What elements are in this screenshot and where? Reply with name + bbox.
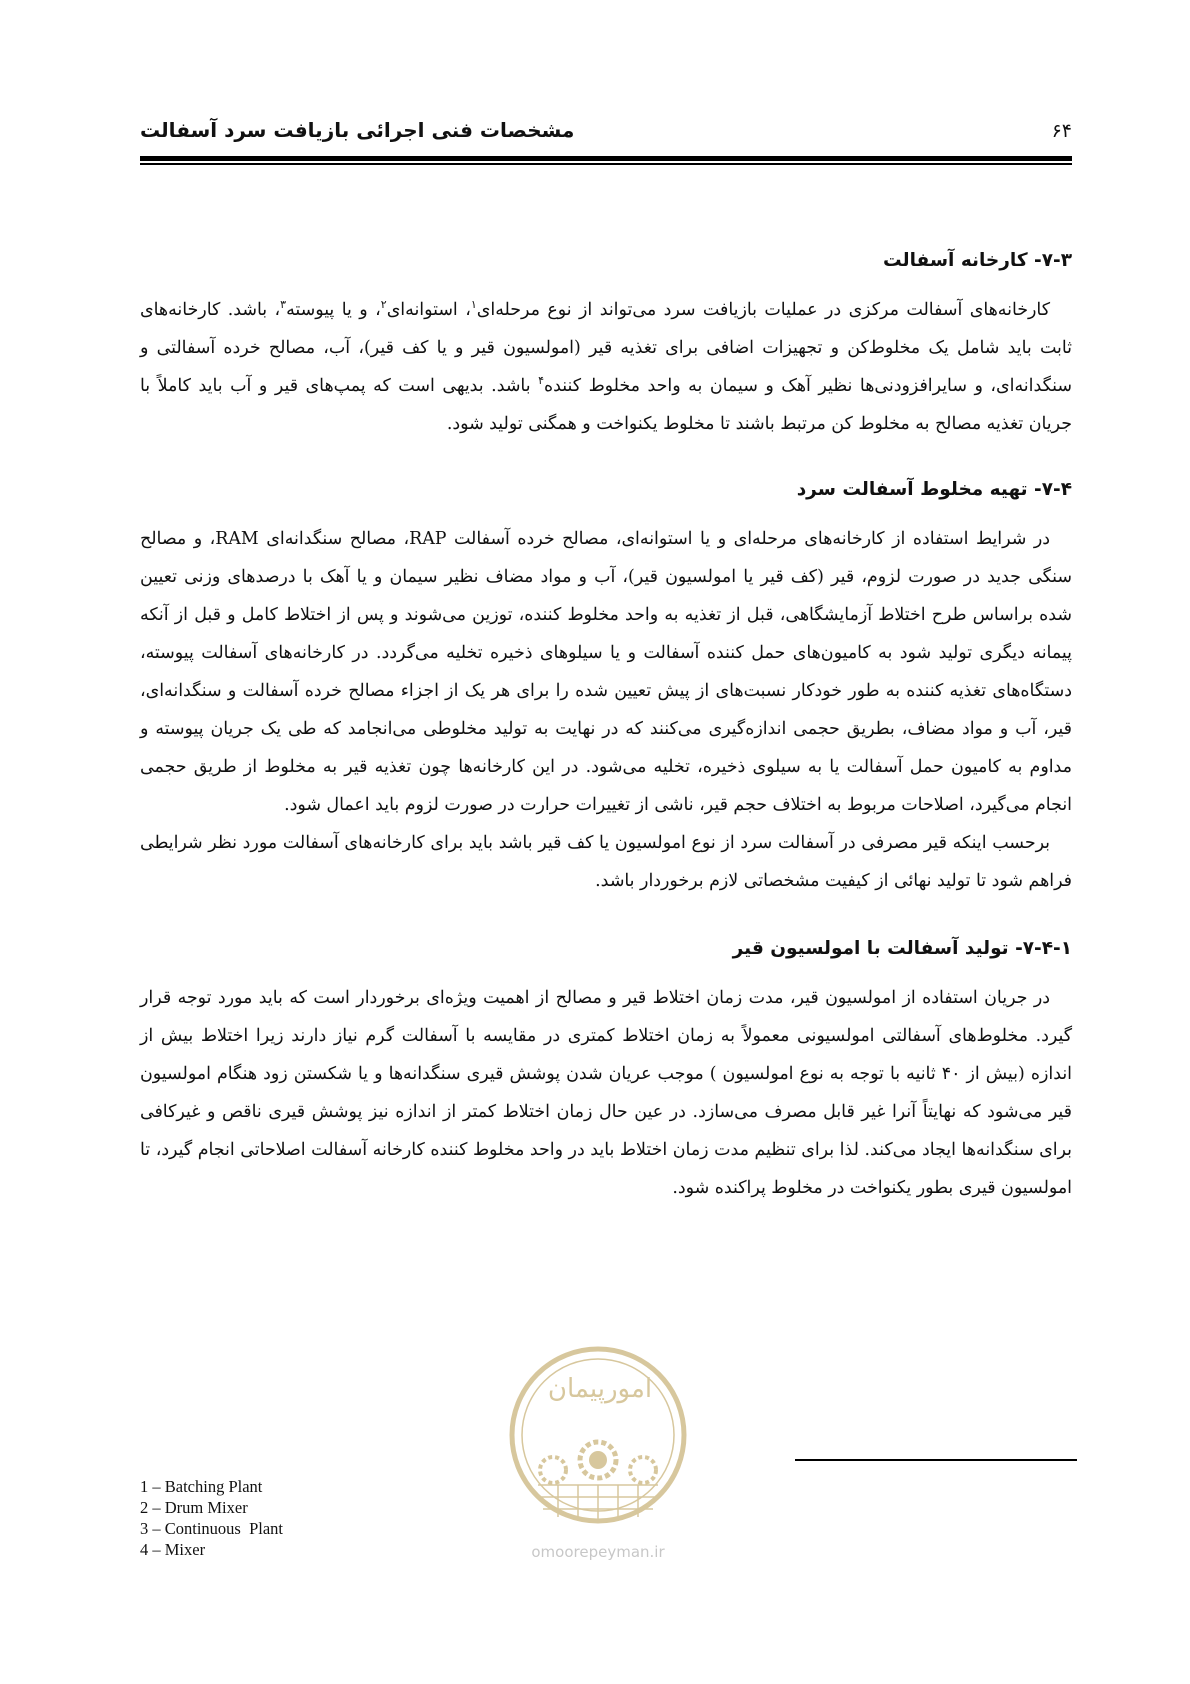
watermark-seal	[488, 1335, 708, 1565]
footnote-ref: ۳	[280, 298, 287, 312]
main-content	[140, 250, 1072, 1207]
footnote-item: 3 – Continuous Plant	[140, 1519, 284, 1538]
running-title: مشخصات فنی اجرائی بازیافت سرد آسفالت	[140, 118, 575, 142]
section-paragraph: در جریان استفاده از امولسیون قیر، مدت زمان اختلاط قیر و مصالح از اهمیت ویژه‌ای برخوردار است که باید مورد توجه قرار گیرد. مخلوط‌های آسفالتی امولسیونی معمولاً به زمان اختلاط کمتری در مقایسه با آسفالت گرم نیاز دارند زیرا اختلاط بیش از اندازه (بیش از ۴۰ ثانیه با توجه به نوع امولسیون ) موجب عریان شدن پوشش قیری سنگدانه‌ها و یا شکستن زود هنگام امولسیون قیر می‌شود که نهایتاً آنرا غیر قابل مصرف می‌سازد. در عین حال زمان اختلاط کمتر از اندازه نیز پوشش قیری ناقص و غیرکافی برای سنگدانه‌ها ایجاد می‌کند. لذا برای تنظیم مدت زمان اختلاط باید در واحد مخلوط کننده کارخانه آسفالت اصلاحاتی انجام گیرد، تا امولسیون قیری بطور یکنواخت در مخلوط پراکنده شود.	[140, 988, 1073, 1198]
page-number: ۶۴	[1051, 120, 1072, 142]
section-heading-emulsion: ۷-۴-۱- تولید آسفالت با امولسیون قیر	[732, 938, 1072, 959]
header-rule-thin	[140, 163, 1072, 165]
footnote-ref: ۲	[380, 298, 387, 312]
text-run: ، استوانه‌ای	[386, 300, 471, 320]
footnote-item: 1 – Batching Plant	[140, 1477, 263, 1496]
section-heading-asphalt-plant: ۷-۳- کارخانه آسفالت	[883, 250, 1072, 271]
footnote-item: 2 – Drum Mixer	[140, 1498, 248, 1517]
footnote-item: 4 – Mixer	[140, 1540, 206, 1559]
text-run: باشد. بدیهی است که پمپ‌های قیر و آب باید کاملاً با جریان تغذیه مصالح به مخلوط کن مرتبط باشند تا مخلوط یکنواخت و همگنی تولید شود.	[140, 376, 1072, 434]
page-header	[140, 118, 1072, 158]
header-rule-thick	[140, 156, 1072, 161]
section-paragraph	[140, 291, 1072, 443]
footnote-ref: ۴	[538, 374, 545, 388]
section-paragraph: برحسب اینکه قیر مصرفی در آسفالت سرد از نوع امولسیون یا کف قیر باشد باید برای کارخانه‌های آسفالت مورد نظر شرایطی فراهم شود تا تولید نهائی از کیفیت مشخصاتی لازم برخوردار باشد.	[140, 833, 1072, 891]
text-run: ، باشد. کارخانه‌های ثابت باید شامل یک مخلوط‌کن و تجهیزات اضافی برای تغذیه قیر (امولسیون قیر و یا کف قیر)، آب، مصالح خرده آسفالتی و سنگدانه‌ای، و سایرافزودنی‌ها نظیر آهک و سیمان به واحد مخلوط کننده	[140, 300, 1072, 396]
watermark-url: omoorepeyman.ir	[531, 1543, 665, 1561]
section-heading-cold-mix: ۷-۴- تهیه مخلوط آسفالت سرد	[796, 479, 1072, 500]
text-run: کارخانه‌های آسفالت مرکزی در عملیات بازیافت سرد می‌تواند از نوع مرحله‌ای	[476, 300, 1050, 320]
footnote-ref: ۱	[470, 298, 477, 312]
footnote-separator	[795, 1459, 1077, 1461]
text-run: ، و یا پیوسته	[286, 300, 381, 320]
footnotes	[140, 1476, 283, 1560]
section-paragraph: در شرایط استفاده از کارخانه‌های مرحله‌ای و یا استوانه‌ای، مصالح خرده آسفالت RAP، مصالح سنگدانه‌ای RAM، و مصالح سنگی جدید در صورت لزوم، قیر (کف قیر یا امولسیون قیر)، آب و مواد مضاف نظیر سیمان و یا آهک با درصدهای وزنی تعیین شده براساس طرح اختلاط آزمایشگاهی، قبل از تغذیه به واحد مخلوط کننده، توزین می‌شوند و پس از اختلاط کامل و قبل از آنکه پیمانه دیگری تولید شود به کامیون‌های حمل کننده آسفالت و یا سیلوهای ذخیره تخلیه می‌گردد. در کارخانه‌های آسفالت پیوسته، دستگاه‌های تغذیه کننده به طور خودکار نسبت‌های از پیش تعیین شده را برای هر یک از اجزاء مصالح خرده آسفالت و سنگدانه‌ای، قیر، آب و مواد مضاف، بطریق حجمی اندازه‌گیری می‌کنند که در نهایت به تولید مخلوطی می‌انجامد که طی یک جریان پیوسته و مداوم به کامیون حمل آسفالت یا به سیلوی ذخیره، تخلیه می‌شود. در این کارخانه‌ها چون تغذیه قیر به مخلوط از طریق حجمی انجام می‌گیرد، اصلاحات مربوط به اختلاف حجم قیر، ناشی از تغییرات حرارت در صورت لزوم باید اعمال شود.	[140, 529, 1072, 815]
watermark-seal-text: امورپیمان	[547, 1374, 653, 1404]
